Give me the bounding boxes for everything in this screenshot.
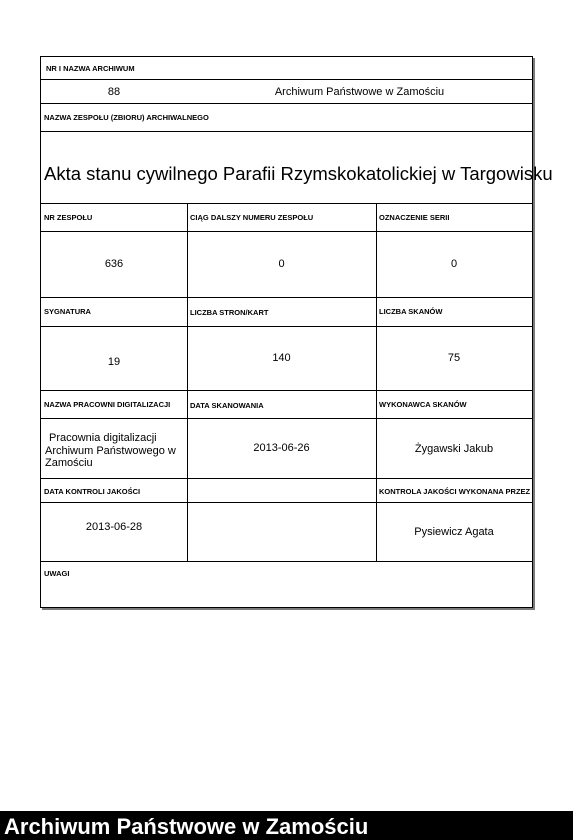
lab-value: Pracownia digitalizacji Archiwum Państwowego w Zamościu [45,432,176,470]
row-divider [41,502,532,503]
pages-label: LICZBA STRON/KART [190,308,269,317]
scanner-value: Żygawski Jakub [414,443,494,455]
qc-date-label: DATA KONTROLI JAKOŚCI [44,487,141,496]
scans-label: LICZBA SKANÓW [379,307,443,316]
row-divider [41,478,532,479]
fonds-number-label: NR ZESPOŁU [44,213,93,222]
column-divider [376,203,377,561]
qc-date-value: 2013-06-28 [85,521,143,533]
scan-date-label: DATA SKANOWANIA [190,401,264,410]
row-divider [41,231,532,232]
series-value: 0 [450,258,458,270]
archive-number: 88 [107,86,121,98]
scans-value: 75 [447,352,461,364]
remarks-label: UWAGI [44,569,70,578]
row-divider [41,390,532,391]
row-divider [41,79,532,80]
continuation-value: 0 [278,258,285,270]
fonds-number-value: 636 [104,258,124,270]
row-divider [41,203,532,204]
fonds-name: Akta stanu cywilnego Parafii Rzymskokatolickiej w Targowisku [44,163,553,184]
signature-value: 19 [107,356,121,368]
fonds-label: NAZWA ZESPOŁU (ZBIORU) ARCHIWALNEGO [44,113,209,122]
scanner-label: WYKONAWCA SKANÓW [379,400,467,409]
series-label: OZNACZENIE SERII [379,213,450,222]
row-divider [41,561,532,562]
column-divider [187,203,188,561]
archive-footer-banner [0,811,573,840]
continuation-label: CIĄG DALSZY NUMERU ZESPOŁU [190,213,314,222]
footer-text: Archiwum Państwowe w Zamościu [4,814,369,839]
scan-date-value: 2013-06-26 [253,442,310,454]
archive-label: NR I NAZWA ARCHIWUM [46,64,135,73]
archive-name: Archiwum Państwowe w Zamościu [274,86,445,98]
qc-by-label: KONTROLA JAKOŚCI WYKONANA PRZEZ [379,487,531,496]
row-divider [41,418,532,419]
row-divider [41,326,532,327]
lab-label: NAZWA PRACOWNI DIGITALIZACJI [44,400,171,409]
signature-label: SYGNATURA [44,307,91,316]
row-divider [41,297,532,298]
qc-by-value: Pysiewicz Agata [414,526,494,538]
row-divider [41,103,532,104]
archival-metadata-card [40,56,553,608]
pages-value: 140 [272,352,291,364]
row-divider [41,131,532,132]
